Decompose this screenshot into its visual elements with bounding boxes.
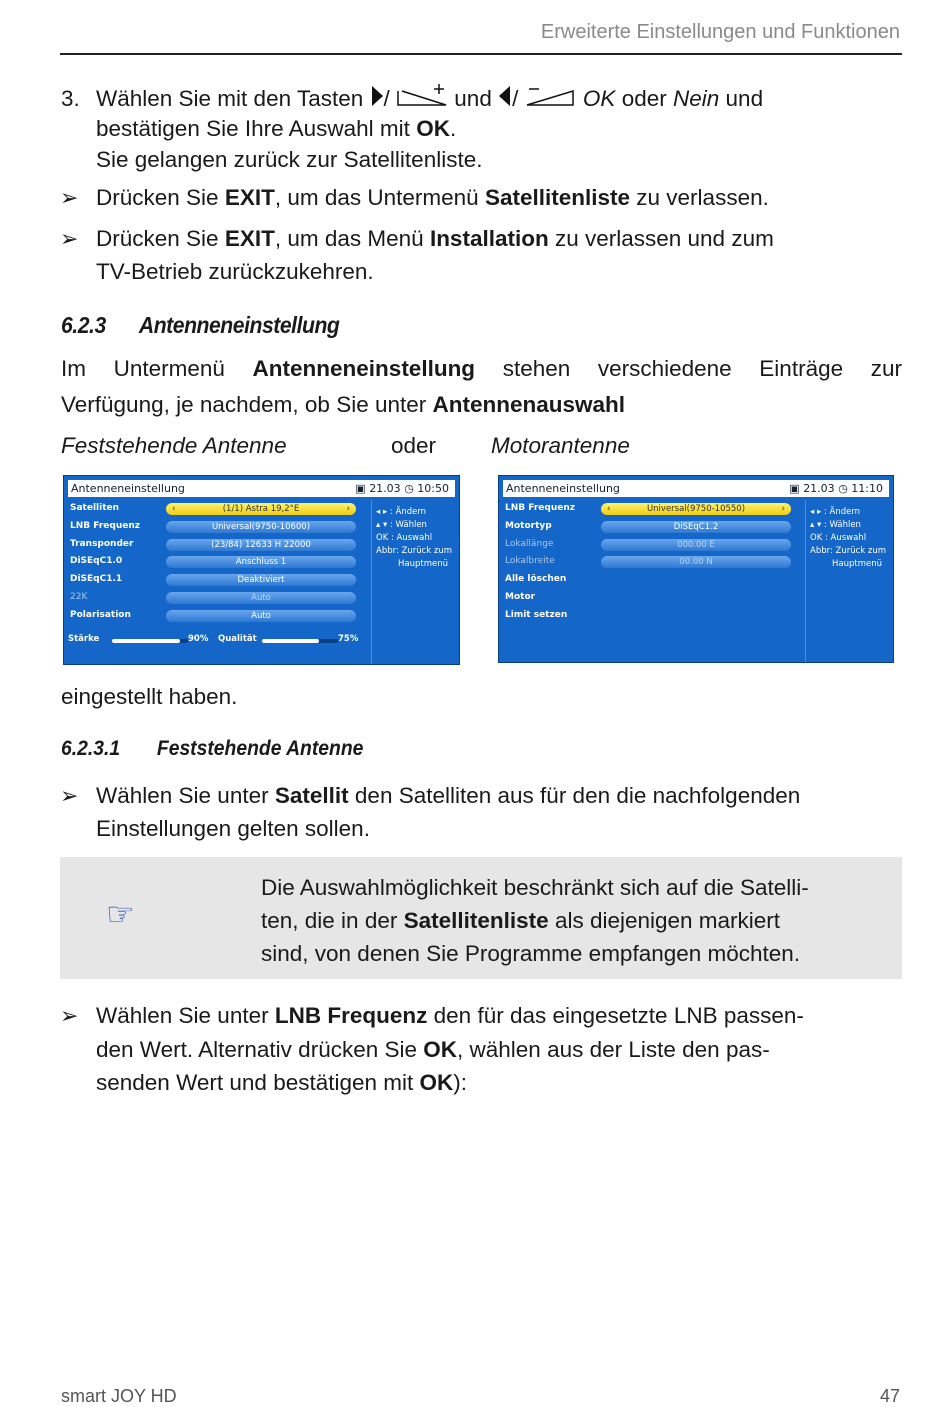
setting-label: DiSEqC1.1	[70, 574, 123, 585]
step-number: 3.	[61, 86, 80, 111]
setting-value[interactable]: 00.00 N	[601, 556, 791, 568]
setting-label: Transponder	[70, 538, 134, 549]
setting-label: 22K	[70, 591, 88, 602]
note-box	[60, 857, 902, 979]
screenshot-motor-antenna	[498, 475, 894, 663]
bullet4-line3: senden Wert und bestätigen mit OK):	[96, 1070, 468, 1095]
signal-meter: Stärke 90% Qualität 75%	[68, 634, 359, 644]
section-heading: 6.2.3 Antenneneinstellung	[61, 312, 340, 338]
setting-value[interactable]: Anschluss 1	[166, 556, 356, 568]
bullet4-line1: Wählen Sie unter LNB Frequenz den für das eingesetzte LNB passen-	[96, 1003, 804, 1028]
help-line: OK : Auswahl	[376, 533, 433, 543]
screen-title-bar: Antenneneinstellung ▣ 21.03 ◷ 10:50	[68, 480, 455, 497]
intro-line2: Verfügung, je nachdem, ob Sie unter Antennenauswahl	[61, 392, 626, 417]
setting-label: Alle löschen	[505, 574, 567, 585]
clock-icon: ◷	[838, 482, 848, 495]
quality-bar	[262, 639, 319, 643]
note-text: Die Auswahlmöglichkeit beschränkt sich auf die Satelli- ten, die in der Satellitenliste als diejenigen markiert sind, von denen Sie Programme empfangen möchten.	[261, 875, 809, 966]
bullet1-text: Drücken Sie EXIT, um das Untermenü Satellitenliste zu verlassen.	[96, 185, 769, 210]
chevron-right-icon[interactable]: ›	[781, 504, 785, 514]
help-line: Hauptmenü	[832, 559, 882, 569]
footer-product: smart JOY HD	[61, 1386, 177, 1406]
setting-label: Motor	[505, 591, 536, 602]
setting-value[interactable]: 000.00 E	[601, 539, 791, 551]
step3-line3: Sie gelangen zurück zur Satellitenliste.	[96, 147, 483, 172]
calendar-icon: ▣	[789, 482, 800, 495]
setting-value[interactable]: Universal(9750-10550) ‹ ›	[601, 503, 791, 515]
help-panel	[805, 500, 891, 662]
option-fixed-antenna: Feststehende Antenne	[61, 433, 287, 458]
bullet3-line2: Einstellungen gelten sollen.	[96, 816, 370, 841]
header-rule	[60, 53, 902, 55]
setting-value[interactable]: (1/1) Astra 19,2°E ‹ ›	[166, 503, 356, 515]
help-line: Abbr: Zurück zum	[810, 546, 887, 556]
help-line: ▴ ▾ : Wählen	[810, 520, 861, 530]
setting-value[interactable]: DiSEqC1.2	[601, 521, 791, 533]
setting-label: DiSEqC1.0	[70, 556, 123, 567]
setting-label: Satelliten	[70, 503, 120, 513]
bullet2-text: Drücken Sie EXIT, um das Menü Installation zu verlassen und zum	[96, 226, 774, 251]
bullet-arrow-icon: ➢	[60, 185, 79, 210]
setting-label: Lokallänge	[505, 538, 554, 549]
bullet3-text: Wählen Sie unter Satellit den Satelliten aus für den die nachfolgenden	[96, 783, 801, 808]
screenshot-fixed-antenna	[63, 475, 460, 665]
chevron-right-icon[interactable]: ›	[346, 504, 350, 514]
strength-bar	[112, 639, 180, 643]
step3-line1: Wählen Sie mit den Tasten / und / OK oder Nein und	[96, 82, 900, 118]
bullet2-line2: TV-Betrieb zurückzukehren.	[96, 259, 374, 284]
help-line: Hauptmenü	[398, 559, 448, 569]
subsection-heading: 6.2.3.1 Feststehende Antenne	[61, 737, 364, 760]
setting-label: Lokalbreite	[505, 556, 555, 567]
help-panel	[371, 500, 457, 664]
help-line: ◂ ▸ : Ändern	[810, 507, 861, 517]
clock-icon: ◷	[404, 482, 414, 495]
setting-value[interactable]: (23/84) 12633 H 22000	[166, 539, 356, 551]
calendar-icon: ▣	[355, 482, 366, 495]
setting-label: Polarisation	[70, 609, 131, 620]
option-motor-antenna: Motorantenne	[491, 433, 630, 458]
step3-line2: bestätigen Sie Ihre Auswahl mit OK.	[96, 116, 457, 141]
screen-title-bar: Antenneneinstellung ▣ 21.03 ◷ 11:10	[503, 480, 889, 497]
chevron-left-icon[interactable]: ‹	[607, 504, 611, 514]
setting-value[interactable]: Auto	[166, 610, 356, 622]
setting-label: LNB Frequenz	[505, 503, 575, 513]
page-number: 47	[879, 1386, 900, 1406]
option-or: oder	[391, 433, 437, 458]
chevron-left-icon[interactable]: ‹	[172, 504, 176, 514]
setting-label: LNB Frequenz	[70, 520, 140, 531]
setting-label: Limit setzen	[505, 609, 568, 620]
bullet-arrow-icon: ➢	[60, 783, 79, 808]
setting-value[interactable]: Auto	[166, 592, 356, 604]
help-line: ◂ ▸ : Ändern	[376, 507, 427, 517]
help-line: ▴ ▾ : Wählen	[376, 520, 427, 530]
bullet-arrow-icon: ➢	[60, 226, 79, 251]
setting-value[interactable]: Universal(9750-10600)	[166, 521, 356, 533]
setting-label: Motortyp	[505, 520, 552, 531]
setting-value[interactable]: Deaktiviert	[166, 574, 356, 586]
bullet4-line2: den Wert. Alternativ drücken Sie OK, wählen aus der Liste den pas-	[96, 1037, 770, 1062]
intro-line1: Im Untermenü Antenneneinstellung stehen verschiedene Einträge zur	[61, 356, 902, 381]
help-line: OK : Auswahl	[810, 533, 867, 543]
running-header: Erweiterte Einstellungen und Funktionen	[540, 21, 900, 43]
bullet-arrow-icon: ➢	[60, 1003, 79, 1028]
pointing-hand-icon: ☞	[106, 896, 135, 932]
after-screens-text: eingestellt haben.	[61, 684, 238, 709]
help-line: Abbr: Zurück zum	[376, 546, 453, 556]
